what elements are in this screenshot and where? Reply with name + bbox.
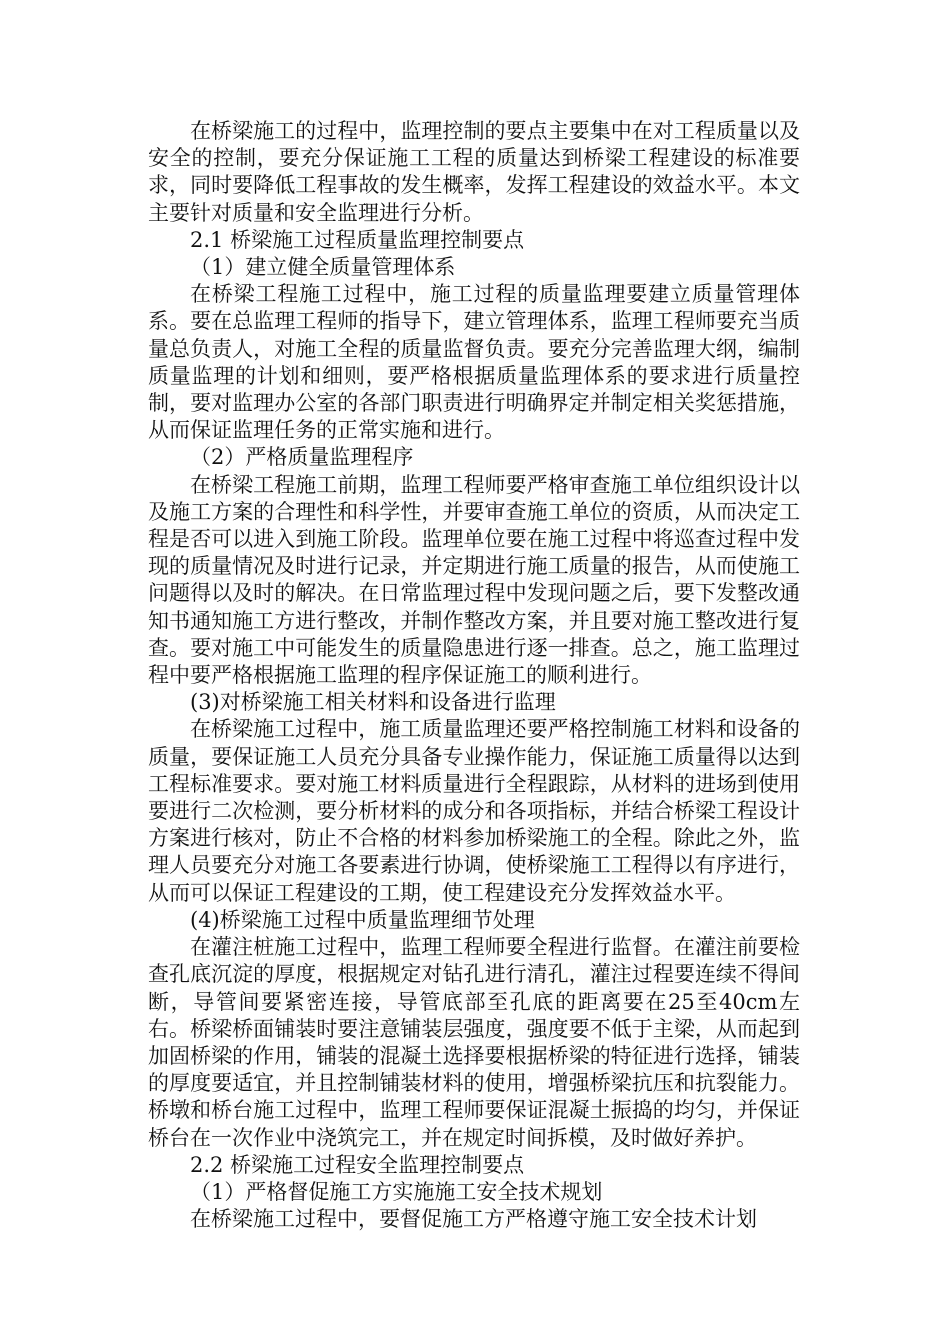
paragraph-safety-plan: 在桥梁施工过程中，要督促施工方严格遵守施工安全技术计划 <box>190 1207 757 1232</box>
subheading-materials: (3)对桥梁施工相关材料和设备进行监理 <box>190 690 556 715</box>
subheading-quality-procedure: （2）严格质量监理程序 <box>190 445 414 470</box>
paragraph-materials: 在桥梁施工过程中，施工质量监理还要严格控制施工材料和设备的质量，要保证施工人员充分具备专业操作能力，保证施工质量得以达到工程标准要求。要对施工材料质量进行全程跟踪，从材料的进场到使用要进行二次检测，要分析材料的成分和各项指标，并结合桥梁工程设计方案进行核对，防止不合格的材料参加桥梁施工的全程。除此之外，监理人员要充分对施工各要素进行协调，使桥梁施工工程得以有序进行，从而可以保证工程建设的工期，使工程建设充分发挥效益水平。 <box>148 717 800 905</box>
document-body <box>148 118 800 1233</box>
subheading-safety-plan: （1）严格督促施工方实施施工安全技术规划 <box>190 1179 603 1204</box>
section-heading-2-2: 2.2 桥梁施工过程安全监理控制要点 <box>190 1152 525 1177</box>
paragraph-quality-system: 在桥梁工程施工过程中，施工过程的质量监理要建立质量管理体系。要在总监理工程师的指导下，建立管理体系，监理工程师要充当质量总负责人，对施工全程的质量监督负责。要充分完善监理大纲，编制质量监理的计划和细则，要严格根据质量监理体系的要求进行质量控制，要对监理办公室的各部门职责进行明确界定并制定相关奖惩措施，从而保证监理任务的正常实施和进行。 <box>148 282 800 443</box>
paragraph-details: 在灌注桩施工过程中，监理工程师要全程进行监督。在灌注前要检查孔底沉淀的厚度，根据规定对钻孔进行清孔，灌注过程要连续不得间断，导管间要紧密连接，导管底部至孔底的距离要在25至40cm左右。桥梁桥面铺装时要注意铺装层强度，强度要不低于主梁，从而起到加固桥梁的作用，铺装的混凝土选择要根据桥梁的特征进行选择，铺装的厚度要适宜，并且控制铺装材料的使用，增强桥梁抗压和抗裂能力。桥墩和桥台施工过程中，监理工程师要保证混凝土振捣的均匀，并保证桥台在一次作业中浇筑完工，并在规定时间拆模，及时做好养护。 <box>148 935 800 1150</box>
paragraph-quality-procedure: 在桥梁工程施工前期，监理工程师要严格审查施工单位组织设计以及施工方案的合理性和科学性，并要审查施工单位的资质，从而决定工程是否可以进入到施工阶段。监理单位要在施工过程中将巡查过程中发现的质量情况及时进行记录，并定期进行施工质量的报告，从而使施工问题得以及时的解决。在日常监理过程中发现问题之后，要下发整改通知书通知施工方进行整改，并制作整改方案，并且要对施工整改进行复查。要对施工中可能发生的质量隐患进行逐一排查。总之，施工监理过程中要严格根据施工监理的程序保证施工的顺利进行。 <box>148 472 800 688</box>
paragraph-intro: 在桥梁施工的过程中，监理控制的要点主要集中在对工程质量以及安全的控制，要充分保证施工工程的质量达到桥梁工程建设的标准要求，同时要降低工程事故的发生概率，发挥工程建设的效益水平。本文主要针对质量和安全监理进行分析。 <box>148 119 800 225</box>
subheading-quality-system: （1）建立健全质量管理体系 <box>190 255 456 280</box>
section-heading-2-1: 2.1 桥梁施工过程质量监理控制要点 <box>190 227 525 252</box>
subheading-details: (4)桥梁施工过程中质量监理细节处理 <box>190 907 535 932</box>
